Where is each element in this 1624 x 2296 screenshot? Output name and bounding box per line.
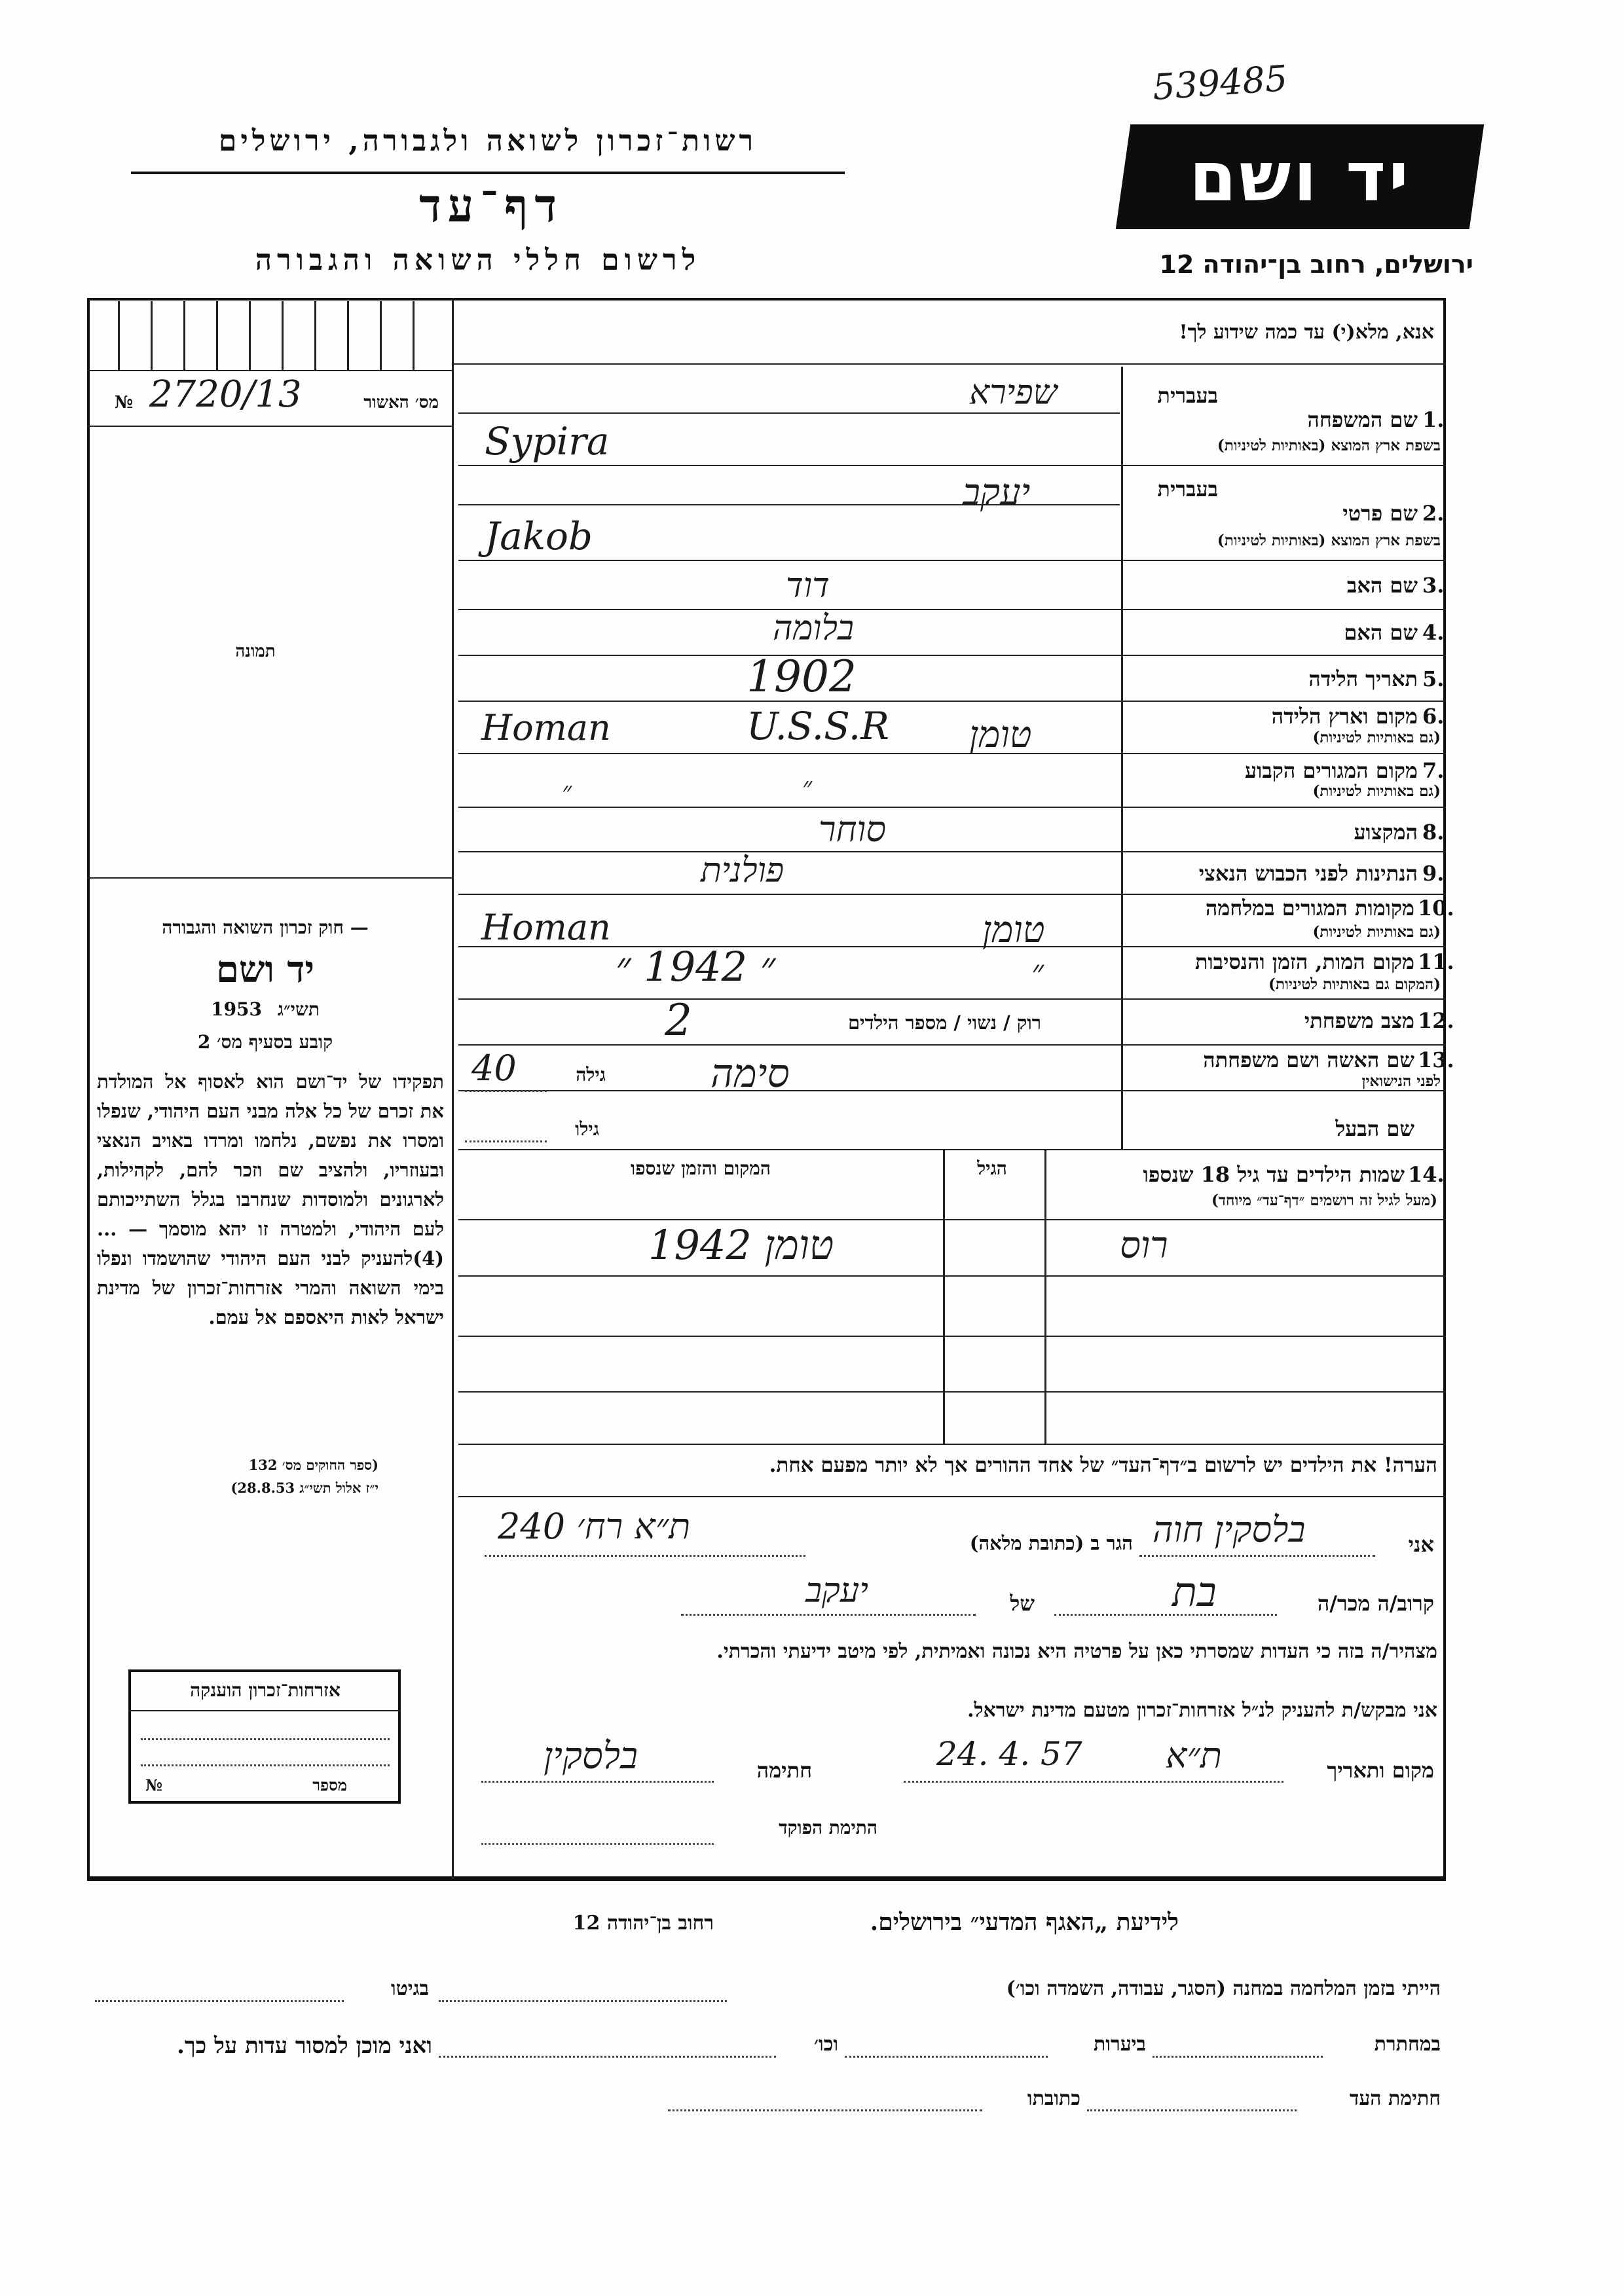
footer-forests-line bbox=[845, 2056, 1048, 2058]
field-11-mark: ״ bbox=[1031, 953, 1044, 991]
children-col-divider-2 bbox=[1044, 1149, 1046, 1444]
footer-divider bbox=[87, 1879, 1446, 1881]
field-6-hebrew-value: טומן bbox=[969, 714, 1032, 756]
witness-relative-value: בת bbox=[1172, 1568, 1217, 1616]
husband-age-label: גילו bbox=[575, 1118, 599, 1140]
archive-number: 539485 bbox=[1151, 57, 1289, 109]
children-col-divider-1 bbox=[943, 1149, 945, 1444]
field-7-sub: (גם באותיות לטיניות) bbox=[1312, 782, 1441, 800]
field-6-label: מקום וארץ הלידה bbox=[1271, 704, 1418, 729]
left-column-divider bbox=[452, 298, 454, 1879]
footer-address: רחוב בן־יהודה 12 bbox=[572, 1912, 714, 1935]
witness-signature: בלסקין bbox=[544, 1735, 638, 1777]
institution-name: רשות־זכרון לשואה ולגבורה, ירושלים bbox=[218, 124, 758, 158]
field-1-sub: בשפת ארץ המוצא (באותיות לטיניות) bbox=[1217, 437, 1441, 454]
footer-witness-address-label: כתובתו bbox=[1027, 2087, 1080, 2110]
wife-age-value: 40 bbox=[471, 1048, 517, 1089]
approval-top-line bbox=[87, 370, 452, 371]
wife-age-label: גילה bbox=[576, 1064, 606, 1085]
witness-place-date-line bbox=[904, 1781, 1283, 1783]
law-clause: קובע בסעיף מס׳ 2 bbox=[197, 1031, 333, 1053]
law-year: 1953 bbox=[211, 998, 263, 1020]
citizenship-number-mark: № bbox=[145, 1776, 163, 1795]
field-7-value: ״ bbox=[562, 776, 572, 807]
law-title: — חוק זכרון השואה והגבורה bbox=[162, 917, 369, 938]
citizenship-number-label: מספר bbox=[312, 1776, 347, 1795]
field-4-value: בלומה bbox=[773, 609, 854, 648]
witness-name-line bbox=[1139, 1555, 1375, 1557]
label-column-divider bbox=[1121, 367, 1123, 1149]
approval-bottom-line bbox=[87, 426, 452, 427]
field-10-number: 10. bbox=[1418, 896, 1454, 920]
children-place-header: המקום והזמן שנספו bbox=[631, 1157, 771, 1179]
field-2-latin-value: Jakob bbox=[485, 514, 593, 558]
field-6-country: U.S.S.R bbox=[747, 704, 889, 748]
footer-title: לידיעת „האגף המדעי״ בירושלים. bbox=[870, 1908, 1179, 1936]
field-7-number: 7. bbox=[1422, 758, 1445, 783]
footer-witness-address-line bbox=[668, 2109, 982, 2111]
children-number: 14. bbox=[1408, 1162, 1445, 1187]
witness-i-label: אני bbox=[1408, 1532, 1434, 1557]
footer-ghetto-line bbox=[95, 2000, 344, 2002]
field-5-number: 5. bbox=[1422, 666, 1445, 691]
approval-label: מס׳ האשור bbox=[363, 393, 439, 412]
witness-place: ת״א bbox=[1166, 1735, 1222, 1776]
field-5-label: תאריך הלידה bbox=[1308, 666, 1418, 691]
witness-signature-label: חתימה bbox=[756, 1758, 812, 1783]
law-year-row bbox=[92, 998, 439, 1021]
footer-etc-line bbox=[439, 2056, 776, 2058]
field-13-sub: לפני הנישואין bbox=[1361, 1072, 1441, 1090]
witness-of-label: של bbox=[1010, 1591, 1035, 1616]
field-9-label: הנתינות לפני הכבוש הנאצי bbox=[1198, 861, 1418, 886]
footer-witness-signature-label: חתימת העד bbox=[1349, 2087, 1441, 2110]
field-11-label: מקום המות, הזמן והנסיבות bbox=[1194, 949, 1414, 974]
field-1-latin-value: Sypira bbox=[485, 419, 610, 464]
field-1-hebrew-value: שפירא bbox=[969, 373, 1058, 412]
field-12-label: מצב משפחתי bbox=[1304, 1008, 1414, 1033]
citizenship-title-line bbox=[128, 1710, 401, 1711]
witness-resides-label: הגר ב (כתובת מלאה) bbox=[969, 1532, 1133, 1554]
row-line bbox=[458, 753, 1446, 754]
approval-ticks bbox=[92, 301, 449, 373]
witness-request: אני מבקש/ת להעניק לנ״ל אזרחות־זכרון מטעם מדינת ישראל. bbox=[967, 1699, 1437, 1722]
form-subtitle: לרשום חללי השואה והגבורה bbox=[255, 244, 701, 277]
field-3-label: שם האב bbox=[1346, 573, 1418, 598]
field-10-label: מקומות המגורים במלחמה bbox=[1205, 896, 1414, 920]
witness-declaration: מצהיר/ה בזה כי העדות שמסרתי כאן על פרטיה היא נכונה ואמיתית, לפי מיטב ידיעתי והכרתי. bbox=[716, 1640, 1437, 1663]
field-7-label: מקום המגורים הקבוע bbox=[1245, 758, 1418, 783]
child-1-name: רוס bbox=[1120, 1224, 1168, 1267]
field-2-hebrew-value: יעקב bbox=[963, 471, 1031, 514]
law-name: יד ושם bbox=[215, 948, 315, 991]
field-13-number: 13. bbox=[1418, 1048, 1454, 1072]
children-row-line bbox=[458, 1444, 1446, 1445]
children-row-line bbox=[458, 1275, 1446, 1277]
field-8-label: המקצוע bbox=[1354, 820, 1418, 845]
row-line bbox=[458, 655, 1446, 656]
husband-label: שם הבעל bbox=[1335, 1116, 1414, 1141]
field-4-label: שם האם bbox=[1344, 620, 1418, 645]
footer-underground-label: במחתרת bbox=[1374, 2033, 1441, 2056]
logo-address: ירושלים, רחוב בן־יהודה 12 bbox=[1159, 250, 1473, 279]
photo-label: תמונה bbox=[235, 642, 276, 661]
children-row-line bbox=[458, 1336, 1446, 1337]
children-label: שמות הילדים עד גיל 18 שנספו bbox=[1143, 1162, 1405, 1187]
row-line bbox=[458, 1090, 1446, 1091]
row-line bbox=[458, 560, 1446, 561]
footer-ghetto-label: בגיטו bbox=[390, 1977, 429, 2000]
row-line bbox=[458, 609, 1446, 610]
row-line bbox=[458, 894, 1446, 895]
row-line bbox=[458, 412, 1120, 414]
note-text: הערה! את הילדים יש לרשום ב״דף־העד״ של אחד ההורים אך לא יותר מפעם אחת. bbox=[769, 1453, 1437, 1477]
children-sub: (מעל לגיל זה רושמים ״דף־עד״ מיוחד) bbox=[1211, 1192, 1437, 1209]
field-9-number: 9. bbox=[1422, 861, 1445, 886]
witness-signature-line bbox=[481, 1781, 714, 1783]
row-line bbox=[458, 701, 1446, 702]
witness-address: ת״א רח׳ 240 bbox=[498, 1506, 691, 1547]
note-line bbox=[458, 1496, 1446, 1497]
intro-text: אנא, מלא(י) עד כמה שידוע לך! bbox=[1179, 321, 1434, 344]
citizenship-line-1 bbox=[141, 1738, 390, 1740]
children-header-line bbox=[458, 1219, 1446, 1220]
field-12-status: רוק / נשוי / מספר הילדים bbox=[847, 1011, 1041, 1034]
footer-forests-label: ביערות bbox=[1093, 2033, 1146, 2056]
field-11-sub: (המקום גם באותיות לטיניות) bbox=[1268, 975, 1441, 993]
field-11-number: 11. bbox=[1418, 949, 1454, 974]
law-body: תפקידו של יד־ושם הוא לאסוף אל המולדת את זכרם של כל אלה מבני העם היהודי, שנפלו ומסרו את נפשם, נלחמו ומרדו באויב הנאצי ובעוזריו, ולהציב שם וזכר להם, לקהילות, לארגונים ולמוסדות שנחרבו בגלל השתייכותם לעם היהודי, ולמטרה זו יהא מוסמך — ...(4)להעניק לבני העם היהודי שהושמדו ונפלו בימי השואה והמרי אזרחות־זכרון של מדינת ישראל לאות היאספם אל עמם. bbox=[97, 1070, 444, 1328]
footer-testify-label: ואני מוכן למסור עדות על כך. bbox=[177, 2033, 432, 2059]
field-2-number: 2. bbox=[1422, 501, 1445, 526]
intro-line bbox=[452, 363, 1446, 365]
citizenship-line-2 bbox=[141, 1764, 390, 1766]
officer-stamp bbox=[481, 1807, 714, 1845]
field-5-value: 1902 bbox=[747, 651, 857, 702]
field-11-value: ״ 1942 ״ bbox=[616, 943, 776, 991]
field-6-number: 6. bbox=[1422, 704, 1445, 729]
field-7-value-2: ״ bbox=[802, 772, 813, 802]
footer-camp-label: הייתי בזמן המלחמה במחנה (הסגר, עבודה, השמדה וכו׳) bbox=[1006, 1977, 1441, 2000]
field-6-latin-value: Homan bbox=[481, 707, 611, 748]
field-6-sub: (גם באותיות לטיניות) bbox=[1312, 729, 1441, 746]
children-age-header: הגיל bbox=[977, 1157, 1007, 1179]
row-line bbox=[458, 851, 1446, 852]
witness-date: 24. 4. 57 bbox=[936, 1735, 1082, 1773]
field-3-value: דוד bbox=[786, 566, 830, 606]
law-year-heb: תשי״ג bbox=[277, 998, 320, 1020]
child-1-place: טומן 1942 bbox=[648, 1221, 834, 1269]
witness-name: בלסקין חוה bbox=[1153, 1509, 1306, 1550]
row-line bbox=[458, 998, 1446, 1000]
field-8-value: סוחר bbox=[819, 809, 887, 850]
citizenship-title: אזרחות־זכרון הוענקה bbox=[190, 1679, 341, 1701]
field-2-tag: בעברית bbox=[1157, 477, 1218, 501]
witness-of-line bbox=[681, 1614, 976, 1616]
husband-age-line bbox=[465, 1140, 547, 1142]
law-ref-2: י״ז אלול תשי״ג 28.8.53) bbox=[231, 1480, 378, 1496]
field-8-number: 8. bbox=[1422, 820, 1445, 845]
field-10-hebrew-value: טומן bbox=[982, 909, 1045, 951]
witness-relative-line bbox=[1054, 1614, 1277, 1616]
row-line bbox=[458, 465, 1446, 466]
row-line bbox=[458, 1044, 1446, 1046]
yad-vashem-logo bbox=[1116, 124, 1484, 229]
footer-underground-line bbox=[1153, 2056, 1323, 2058]
law-ref-1: (ספר החוקים מס׳ 132 bbox=[248, 1457, 378, 1473]
field-9-value: פולנית bbox=[701, 851, 784, 890]
footer-camp-line bbox=[439, 2000, 727, 2002]
witness-address-line bbox=[485, 1555, 805, 1557]
field-1-label: שם המשפחה bbox=[1307, 407, 1418, 432]
officer-signature-label: התימת הפוקד bbox=[779, 1817, 877, 1838]
row-line bbox=[458, 807, 1446, 808]
field-13-label: שם האשה ושם משפחתה bbox=[1203, 1048, 1414, 1072]
logo-text: יד ושם bbox=[1189, 137, 1411, 217]
field-2-sub: בשפת ארץ המוצא (באותיות לטיניות) bbox=[1217, 532, 1441, 549]
field-12-number: 12. bbox=[1418, 1008, 1454, 1033]
footer-witness-signature-line bbox=[1087, 2109, 1297, 2111]
children-row-line bbox=[458, 1391, 1446, 1393]
field-10-sub: (גם באותיות לטיניות) bbox=[1312, 923, 1441, 941]
row-line bbox=[458, 1149, 1446, 1150]
wife-age-line bbox=[465, 1090, 547, 1092]
witness-of-value: יעקב bbox=[805, 1571, 868, 1611]
witness-place-date-label: מקום ותאריך bbox=[1327, 1758, 1434, 1783]
field-1-number: 1. bbox=[1422, 407, 1445, 432]
approval-mark: № bbox=[115, 393, 134, 412]
photo-bottom-line bbox=[87, 877, 452, 879]
form-title: דף־עד bbox=[418, 178, 563, 232]
header-underline bbox=[131, 172, 845, 174]
field-2-label: שם פרטי bbox=[1342, 501, 1418, 526]
field-13-value: סימה bbox=[710, 1051, 790, 1097]
field-4-number: 4. bbox=[1422, 620, 1445, 645]
field-1-tag: בעברית bbox=[1157, 383, 1218, 408]
field-3-number: 3. bbox=[1422, 573, 1445, 598]
footer-etc-label: וכו׳ bbox=[814, 2033, 838, 2056]
field-10-latin-value: Homan bbox=[481, 907, 611, 948]
witness-relative-label: קרוב/ה מכר/ה bbox=[1317, 1591, 1434, 1616]
approval-number: 2720/13 bbox=[149, 373, 302, 416]
field-12-value: 2 bbox=[665, 995, 692, 1046]
